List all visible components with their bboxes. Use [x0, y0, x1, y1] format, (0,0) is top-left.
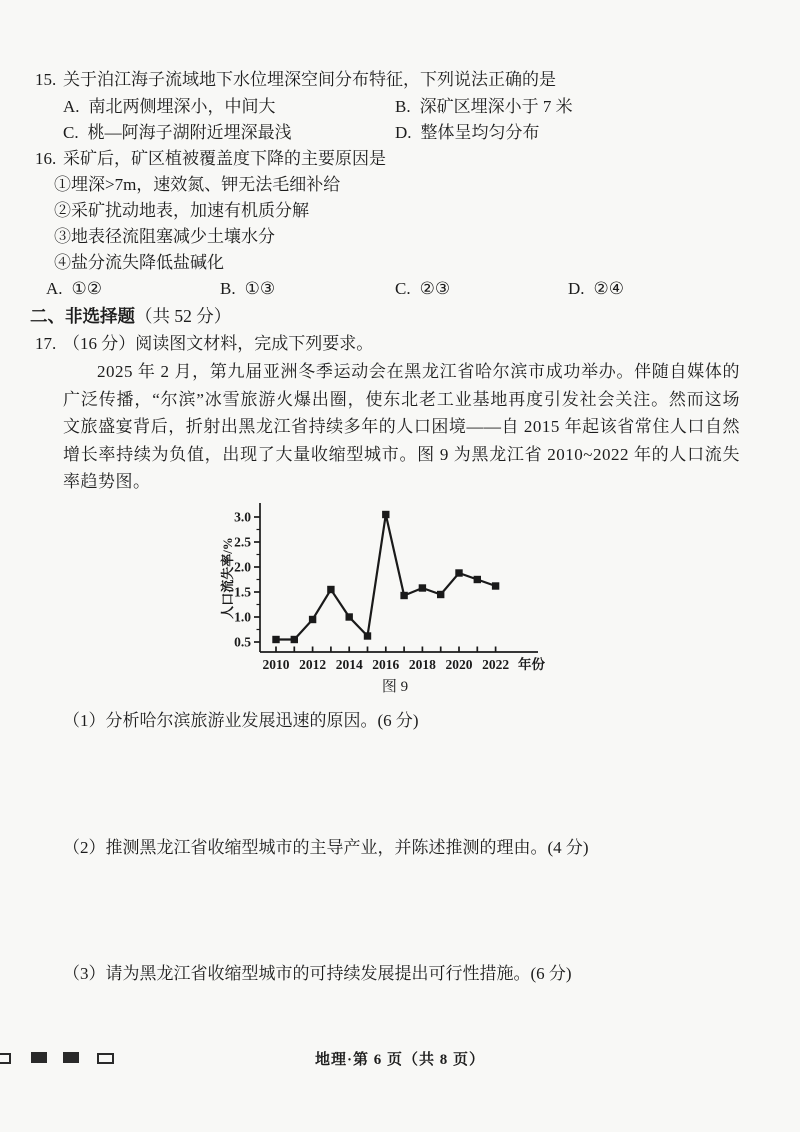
svg-text:人口流失率/%: 人口流失率/%	[220, 536, 235, 619]
question-15	[0, 66, 800, 94]
svg-text:2.0: 2.0	[234, 559, 251, 574]
registration-mark-2	[31, 1052, 47, 1063]
question-15-option-d: D. 整体呈均匀分布	[395, 123, 540, 142]
svg-text:1.5: 1.5	[234, 584, 251, 599]
registration-mark-1	[0, 1053, 11, 1064]
section-2-title: 二、非选择题	[30, 306, 135, 326]
question-15-option-b: B. 深矿区埋深小于 7 米	[395, 97, 573, 116]
question-15-option-a: A. 南北两侧埋深小，中间大	[63, 97, 276, 116]
figure-9	[220, 498, 570, 697]
question-17-sub-2: （2）推测黑龙江省收缩型城市的主导产业，并陈述推测的理由。(4 分)	[63, 837, 589, 857]
svg-text:2018: 2018	[408, 656, 436, 672]
population-loss-chart	[220, 498, 570, 676]
question-15-options	[0, 94, 800, 146]
svg-text:2022: 2022	[482, 656, 510, 672]
figure-9-caption: 图 9	[381, 678, 409, 695]
question-16-item-1: ①埋深>7m，速效氮、钾无法毛细补给	[54, 175, 341, 194]
registration-mark-4	[97, 1053, 114, 1064]
question-16-options	[0, 276, 800, 302]
question-17-sub-3: （3）请为黑龙江省收缩型城市的可持续发展提出可行性措施。(6 分)	[63, 963, 572, 983]
svg-text:3.0: 3.0	[234, 509, 251, 524]
svg-text:0.5: 0.5	[234, 634, 251, 649]
page-footer: 地理·第 6 页（共 8 页）	[314, 1052, 485, 1068]
svg-text:2020: 2020	[445, 656, 473, 672]
question-15-stem: 关于泊江海子流域地下水位埋深空间分布特征，下列说法正确的是	[63, 70, 556, 89]
question-17-heading: （16 分）阅读图文材料，完成下列要求。	[63, 334, 374, 353]
svg-text:2.5: 2.5	[234, 534, 251, 549]
svg-text:年份: 年份	[518, 656, 545, 672]
svg-text:1.0: 1.0	[234, 609, 251, 624]
question-15-number: 15.	[35, 70, 57, 89]
question-16-item-3: ③地表径流阻塞减少土壤水分	[54, 227, 275, 246]
question-17	[0, 330, 800, 358]
svg-text:2010: 2010	[262, 656, 290, 672]
question-17-number: 17.	[35, 334, 57, 353]
question-16-option-c: C. ②③	[395, 279, 451, 298]
question-17-material: 2025 年 2 月，第九届亚洲冬季运动会在黑龙江省哈尔滨市成功举办。伴随自媒体的广泛传播，“尔滨”冰雪旅游火爆出圈，使东北老工业基地再度引发社会关注。然而这场文旅盛宴背后，折射出黑龙江省持续多年的人口困境——自 2015 年起该省常住人口自然增长率持续为负值，出现了大量收缩型城市。图 9 为黑龙江省 2010~2022 年的人口流失率趋势图。	[63, 362, 740, 491]
registration-mark-3	[63, 1052, 79, 1063]
svg-text:2012: 2012	[299, 656, 327, 672]
question-15-option-c: C. 桃—阿海子湖附近埋深最浅	[63, 123, 292, 142]
question-16-option-b: B. ①③	[220, 279, 276, 298]
svg-text:2014: 2014	[335, 656, 363, 672]
question-16-option-a: A. ①②	[46, 279, 103, 298]
question-16-number: 16.	[35, 149, 57, 168]
question-17-sub-1: （1）分析哈尔滨旅游业发展迅速的原因。(6 分)	[63, 710, 419, 730]
question-16	[0, 146, 800, 172]
question-16-item-2: ②采矿扰动地表，加速有机质分解	[54, 201, 309, 220]
question-16-stem: 采矿后，矿区植被覆盖度下降的主要原因是	[63, 149, 386, 168]
section-2-heading	[0, 302, 800, 330]
question-16-item-4: ④盐分流失降低盐碱化	[54, 253, 224, 272]
question-16-option-d: D. ②④	[568, 279, 625, 298]
svg-text:2016: 2016	[372, 656, 400, 672]
question-16-items	[0, 172, 800, 276]
section-2-score: （共 52 分）	[135, 306, 232, 326]
